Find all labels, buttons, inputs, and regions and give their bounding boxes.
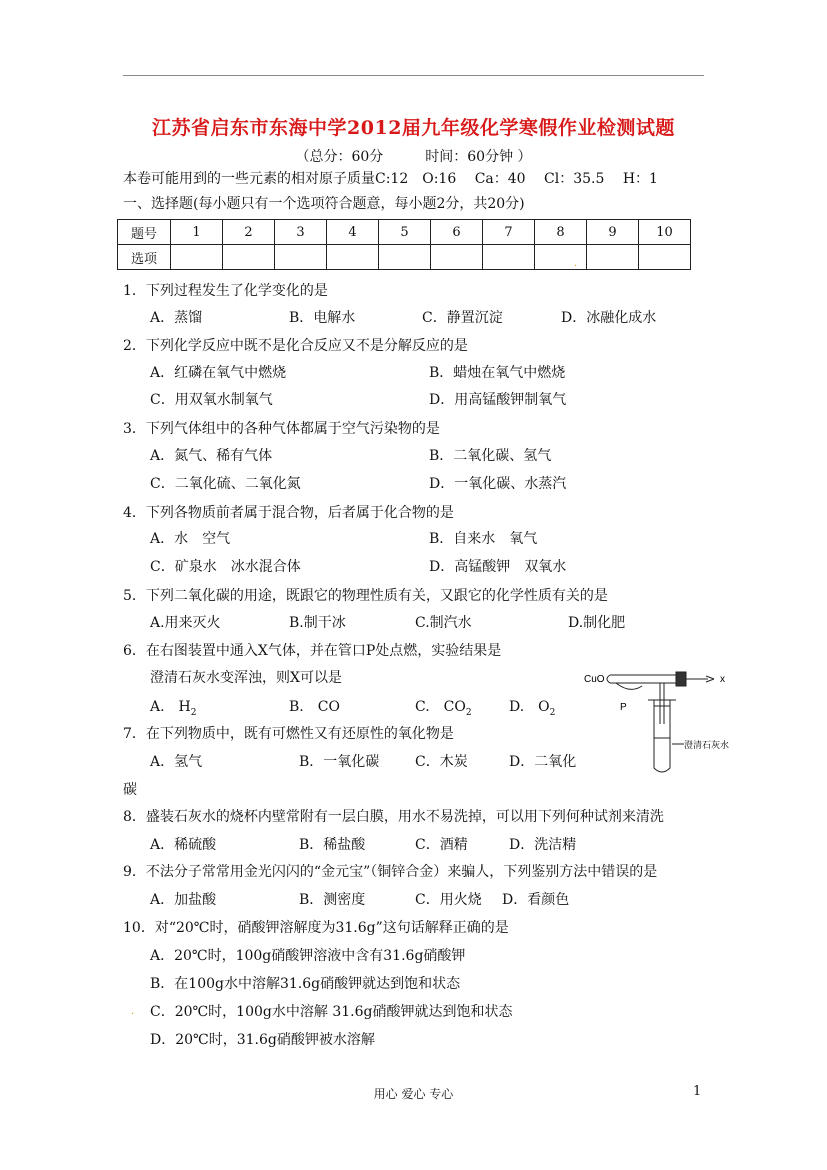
option: C．20℃时，100g水中溶解 31.6g硝酸钾就达到饱和状态 <box>150 1004 513 1020</box>
option: C．木炭 <box>415 754 468 770</box>
question-stem: 5．下列二氧化碳的用途，既跟它的物理性质有关，又跟它的化学性质有关的是 <box>123 588 608 604</box>
option: D．看颜色 <box>502 892 570 908</box>
question-stem: 6．在右图装置中通入X气体，并在管口P处点燃，实验结果是 <box>123 643 502 659</box>
speck-mark: . <box>574 258 578 269</box>
option: A.用来灭火 <box>150 615 221 631</box>
p-label: P <box>620 702 627 713</box>
table-cell: 题号 <box>118 220 171 245</box>
option: B.制干冰 <box>289 615 346 631</box>
option: D．一氧化碳、水蒸汽 <box>429 476 567 492</box>
limewater-label: 澄清石灰水 <box>684 741 730 751</box>
option: B．在100g水中溶解31.6g硝酸钾就达到饱和状态 <box>150 976 461 992</box>
table-cell: 3 <box>275 220 327 245</box>
table-cell: 7 <box>483 220 535 245</box>
option: B．稀盐酸 <box>299 837 366 853</box>
question-stem-continued: 澄清石灰水变浑浊，则X可以是 <box>150 670 342 686</box>
option: A．氮气、稀有气体 <box>150 448 273 464</box>
test-tube <box>654 706 670 772</box>
option: C．二氧化硫、二氧化氮 <box>150 476 301 492</box>
option: C．用火烧 <box>415 892 482 908</box>
answer-cell[interactable] <box>587 245 639 270</box>
answer-table <box>117 219 691 270</box>
answer-cell[interactable] <box>483 245 535 270</box>
option-wrap: 碳 <box>123 782 137 798</box>
option: D．二氧化 <box>509 754 577 770</box>
answer-cell[interactable] <box>379 245 431 270</box>
option: A．红磷在氧气中燃烧 <box>150 365 287 381</box>
answer-cell[interactable] <box>223 245 275 270</box>
table-cell: 1 <box>171 220 223 245</box>
option: C．矿泉水 冰水混合体 <box>150 559 301 575</box>
stopper <box>676 672 686 686</box>
answer-cell[interactable] <box>535 245 587 270</box>
question-stem: 7．在下列物质中，既有可燃性又有还原性的氧化物是 <box>123 726 454 742</box>
table-row <box>118 245 691 270</box>
table-cell: 6 <box>431 220 483 245</box>
page-title: 江苏省启东市东海中学2012届九年级化学寒假作业检测试题 <box>152 117 675 139</box>
table-cell: 2 <box>223 220 275 245</box>
option: A．水 空气 <box>150 531 231 547</box>
question-stem: 3．下列气体组中的各种气体都属于空气污染物的是 <box>123 421 440 437</box>
table-cell: 10 <box>639 220 691 245</box>
table-cell: 4 <box>327 220 379 245</box>
cuo-label: CuO <box>584 674 605 685</box>
option: B．一氧化碳 <box>299 754 380 770</box>
option: B．蜡烛在氧气中燃烧 <box>429 365 566 381</box>
question-stem: 2．下列化学反应中既不是化合反应又不是分解反应的是 <box>123 338 468 354</box>
tube-end <box>607 675 610 683</box>
apparatus-figure <box>580 664 740 776</box>
option: D.制化肥 <box>568 615 626 631</box>
question-stem: 8．盛装石灰水的烧杯内壁常附有一层白膜，用水不易洗掉，可以用下列何种试剂来清洗 <box>123 809 664 825</box>
answer-cell[interactable] <box>275 245 327 270</box>
answer-cell[interactable] <box>431 245 483 270</box>
answer-cell[interactable] <box>327 245 379 270</box>
answer-cell[interactable] <box>639 245 691 270</box>
table-cell: 8 <box>535 220 587 245</box>
option: B．测密度 <box>299 892 366 908</box>
option: C．酒精 <box>415 837 468 853</box>
tube-collar <box>654 700 670 706</box>
option: A．稀硫酸 <box>150 837 217 853</box>
option: A．氢气 <box>150 754 203 770</box>
option: C.制汽水 <box>415 615 472 631</box>
option: A．20℃时，100g硝酸钾溶液中含有31.6g硝酸钾 <box>150 948 466 964</box>
page-number: 1 <box>693 1084 702 1099</box>
option: B．电解水 <box>289 310 356 326</box>
option: B．自来水 氧气 <box>429 531 538 547</box>
table-cell: 9 <box>587 220 639 245</box>
question-stem: 9．不法分子常常用金光闪闪的“金元宝”（铜锌合金）来骗人，下列鉴别方法中错误的是 <box>123 864 658 880</box>
flame <box>616 683 642 689</box>
option: D．冰融化成水 <box>561 310 657 326</box>
option: B. CO <box>289 699 340 715</box>
question-stem: 1．下列过程发生了化学变化的是 <box>123 283 328 299</box>
question-stem: 4．下列各物质前者属于混合物，后者属于化合物的是 <box>123 505 454 521</box>
option: C. $CO_2$ <box>415 699 472 718</box>
option: B．二氧化碳、氢气 <box>429 448 552 464</box>
option: C．用双氧水制氧气 <box>150 392 273 408</box>
x-label: x <box>720 674 725 685</box>
option: A. $H_2$ <box>150 699 197 718</box>
option: C．静置沉淀 <box>422 310 503 326</box>
option: D．高锰酸钾 双氧水 <box>429 559 567 575</box>
question-stem: 10．对“20℃时，硝酸钾溶解度为31.6g”这句话解释正确的是 <box>123 920 509 936</box>
page-footer: 用心 爱心 专心 <box>373 1087 454 1101</box>
exam-info: （总分：60分 时间：60分钟 ） <box>295 149 532 165</box>
option: D．用高锰酸钾制氧气 <box>429 392 567 408</box>
option: D．20℃时，31.6g硝酸钾被水溶解 <box>150 1032 375 1048</box>
option: D．洗洁精 <box>509 837 577 853</box>
table-row <box>118 220 691 245</box>
table-cell: 5 <box>379 220 431 245</box>
option: A．蒸馏 <box>150 310 203 326</box>
section-heading: 一、选择题(每小题只有一个选项符合题意，每小题2分，共20分) <box>123 196 525 212</box>
answer-cell[interactable] <box>171 245 223 270</box>
speck-mark: . <box>131 1006 135 1017</box>
header-rule <box>123 75 704 76</box>
option: D. $O_2$ <box>509 699 556 718</box>
atomic-masses: 本卷可能用到的一些元素的相对原子质量C:12 O:16 Ca：40 Cl：35.5 H：1 <box>123 171 658 187</box>
table-cell: 选项 <box>118 245 171 270</box>
option: A．加盐酸 <box>150 892 217 908</box>
